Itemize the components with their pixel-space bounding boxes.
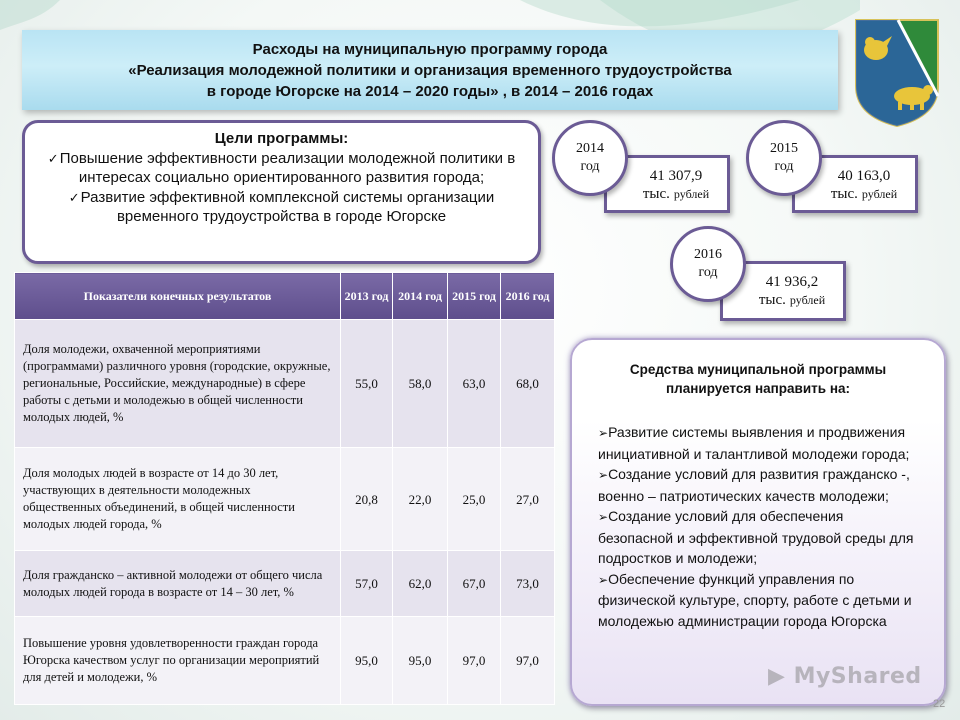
year-2016-label: год <box>698 265 718 280</box>
indicator-value: 95,0 <box>393 617 448 705</box>
indicator-name: Доля молодежи, охваченной мероприятиями (программами) различного уровня (городские, окружные, региональные, Российские, международные) в сфере работы с детьми и молодежью в общей численности молодых людей, % <box>15 320 341 448</box>
header-indicator: Показатели конечных результатов <box>15 273 341 320</box>
play-icon: ▶ <box>768 664 794 689</box>
year-2015-circle <box>746 120 822 196</box>
goal-item-1 <box>39 149 524 188</box>
amount-2014-unit: тыс. <box>642 186 670 202</box>
arrow-bullet-icon: ➢ <box>598 468 609 482</box>
program-goals-box <box>22 120 541 264</box>
watermark-text: MyShared <box>793 664 922 689</box>
indicator-value: 67,0 <box>448 551 501 617</box>
indicator-value: 20,8 <box>341 448 393 551</box>
list-item <box>598 464 920 506</box>
funding-directions-box <box>570 338 946 706</box>
direction-text: Создание условий для обеспечения безопасной и эффективной трудовой среды для подростков и молодежи; <box>598 508 914 566</box>
indicator-value: 22,0 <box>393 448 448 551</box>
table-header-row <box>15 273 555 320</box>
year-2016-circle <box>670 226 746 302</box>
table-row <box>15 448 555 551</box>
indicator-value: 73,0 <box>501 551 555 617</box>
indicator-value: 68,0 <box>501 320 555 448</box>
year-2016-number: 2016 <box>694 247 722 262</box>
indicator-value: 27,0 <box>501 448 555 551</box>
list-item <box>598 506 920 569</box>
goals-title: Цели программы: <box>214 130 349 147</box>
watermark-logo <box>768 664 922 689</box>
directions-title-line-1: Средства муниципальной программы <box>629 362 887 377</box>
table-row <box>15 551 555 617</box>
indicator-value: 55,0 <box>341 320 393 448</box>
goal-item-2-text: Развитие эффективной комплексной системы организации временного трудоустройства в городе Югорске <box>80 188 495 225</box>
indicator-value: 97,0 <box>448 617 501 705</box>
direction-text: Развитие системы выявления и продвижения инициативной и талантливой молодежи города; <box>598 424 910 462</box>
header-year-2016: 2016 год <box>501 273 555 320</box>
goal-item-1-text: Повышение эффективности реализации молодежной политики в интересах социально ориентированного развития города; <box>59 149 516 186</box>
table-row <box>15 320 555 448</box>
amount-2016-unit: тыс. <box>758 292 786 308</box>
list-item <box>598 569 920 632</box>
indicator-name: Доля молодых людей в возрасте от 14 до 30 лет, участвующих в деятельности молодежных общественных объединений, в общей численности молодых людей города, % <box>15 448 341 551</box>
amount-2014-value: 41 307,9 <box>649 168 703 184</box>
indicator-value: 63,0 <box>448 320 501 448</box>
year-2014-label: год <box>580 159 600 174</box>
title-line-3: в городе Югорске на 2014 – 2020 годы» , в 2014 – 2016 годах <box>206 83 654 100</box>
page-number: 22 <box>933 698 946 710</box>
directions-title-line-2: планируется направить на: <box>666 381 850 396</box>
amount-2016-unit-small: рублей <box>789 293 826 307</box>
checkmark-icon: ✓ <box>68 189 80 205</box>
indicator-value: 58,0 <box>393 320 448 448</box>
directions-title <box>572 340 944 398</box>
indicator-name: Доля гражданско – активной молодежи от общего числа молодых людей города в возрасте от 14 – 30 лет, % <box>15 551 341 617</box>
list-item <box>598 422 920 464</box>
year-2015-label: год <box>774 159 794 174</box>
header-year-2015: 2015 год <box>448 273 501 320</box>
year-2014-number: 2014 <box>576 141 604 156</box>
amount-2016-value: 41 936,2 <box>765 274 819 290</box>
indicator-value: 62,0 <box>393 551 448 617</box>
amount-2015-unit-small: рублей <box>861 187 898 201</box>
header-year-2014: 2014 год <box>393 273 448 320</box>
title-line-2: «Реализация молодежной политики и организация временного трудоустройства <box>128 62 732 79</box>
amount-2015-value: 40 163,0 <box>837 168 891 184</box>
arrow-bullet-icon: ➢ <box>598 426 609 440</box>
direction-text: Создание условий для развития гражданско -, военно – патриотических качеств молодежи; <box>598 466 910 504</box>
indicators-table <box>14 272 555 705</box>
indicator-value: 97,0 <box>501 617 555 705</box>
title-banner <box>22 30 838 110</box>
indicator-value: 57,0 <box>341 551 393 617</box>
indicator-value: 25,0 <box>448 448 501 551</box>
indicator-name: Повышение уровня удовлетворенности граждан города Югорска качеством услуг по организации мероприятий для детей и молодежи, % <box>15 617 341 705</box>
year-2014-circle <box>552 120 628 196</box>
checkmark-icon: ✓ <box>47 150 59 166</box>
goal-item-2 <box>39 188 524 227</box>
coat-of-arms-icon <box>852 16 942 128</box>
directions-list <box>572 398 944 631</box>
title-line-1: Расходы на муниципальную программу города <box>252 41 608 58</box>
header-year-2013: 2013 год <box>341 273 393 320</box>
year-2015-number: 2015 <box>770 141 798 156</box>
arrow-bullet-icon: ➢ <box>598 572 609 587</box>
amount-2015-unit: тыс. <box>830 186 858 202</box>
arrow-bullet-icon: ➢ <box>598 510 609 524</box>
indicator-value: 95,0 <box>341 617 393 705</box>
direction-text: Обеспечение функций управления по физической культуре, спорту, работе с детьми и молодежью администрации города Югорска <box>598 570 912 629</box>
amount-2014-unit-small: рублей <box>673 187 710 201</box>
table-row <box>15 617 555 705</box>
